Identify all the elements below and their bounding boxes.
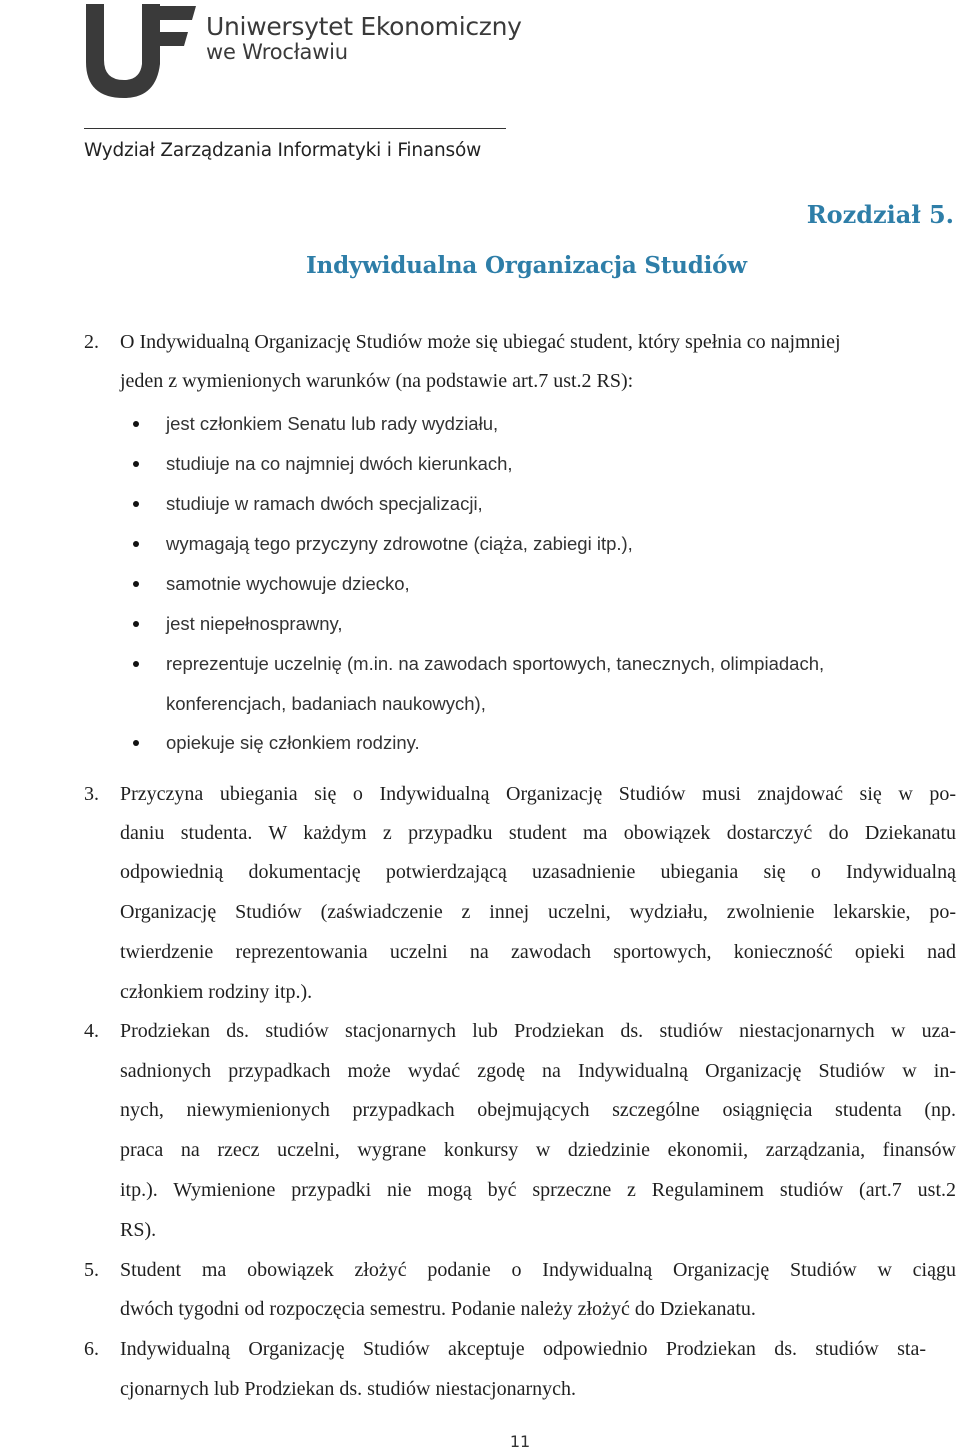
item-text-line: Student ma obowiązek złożyć podanie o Indywidualną Organizację Studiów w ciągu (120, 1259, 956, 1281)
list-item: wymagają tego przyczyny zdrowotne (ciąża, zabiegi itp.), (166, 533, 633, 554)
item-text-line: członkiem rodziny itp.). (120, 981, 313, 1003)
university-name-line2: we Wrocławiu (206, 40, 348, 64)
bullet-icon (133, 461, 139, 467)
item-number: 4. (84, 1020, 99, 1042)
item-number: 5. (84, 1259, 99, 1281)
list-item: reprezentuje uczelnię (m.in. na zawodach sportowych, tanecznych, olimpiadach, (166, 653, 825, 674)
section-title: Indywidualna Organizacja Studiów (306, 252, 747, 279)
bullet-icon (133, 740, 139, 746)
item-text-line: Organizację Studiów (zaświadczenie z innej uczelni, wydziału, zwolnienie lekarskie, po- (120, 901, 956, 923)
ue-logo-icon (84, 2, 204, 98)
list-item-continuation: konferencjach, badaniach naukowych), (166, 693, 486, 714)
bullet-icon (133, 541, 139, 547)
list-item: studiuje na co najmniej dwóch kierunkach, (166, 453, 513, 474)
item-number: 6. (84, 1338, 99, 1360)
university-logo (84, 2, 524, 98)
item-text-line: praca na rzecz uczelni, wygrane konkursy w dziedzinie ekonomii, zarządzania, finansów (120, 1139, 956, 1161)
faculty-name: Wydział Zarządzania Informatyki i Finansów (84, 140, 482, 161)
item-text-line: itp.). Wymienione przypadki nie mogą być sprzeczne z Regulaminem studiów (art.7 ust.2 (120, 1179, 956, 1201)
item-text-line: nych, niewymienionych przypadkach obejmujących szczególne osiągnięcia studenta (np. (120, 1099, 956, 1121)
item-number: 2. (84, 331, 99, 353)
item-text-line: RS). (120, 1219, 157, 1241)
list-item: jest członkiem Senatu lub rady wydziału, (166, 413, 499, 434)
page-number: 11 (509, 1432, 531, 1451)
bullet-icon (133, 581, 139, 587)
list-item: jest niepełnosprawny, (166, 613, 343, 634)
item-text-line: odpowiednią dokumentację potwierdzającą uzasadnienie ubiegania się o Indywidualną (120, 861, 956, 883)
bullet-icon (133, 501, 139, 507)
item-text-line: jeden z wymienionych warunków (na podstawie art.7 ust.2 RS): (120, 370, 634, 392)
item-text-line: daniu studenta. W każdym z przypadku student ma obowiązek dostarczyć do Dziekanatu (120, 822, 956, 844)
header-divider (84, 128, 506, 129)
list-item: samotnie wychowuje dziecko, (166, 573, 410, 594)
university-name-line1: Uniwersytet Ekonomiczny (206, 12, 522, 41)
item-text-line: twierdzenie reprezentowania uczelni na zawodach sportowych, konieczność opieki nad (120, 941, 956, 963)
item-text-line: Przyczyna ubiegania się o Indywidualną Organizację Studiów musi znajdować się w po- (120, 783, 956, 805)
item-text-line: sadnionych przypadkach może wydać zgodę na Indywidualną Organizację Studiów w in- (120, 1060, 956, 1082)
item-text-line: O Indywidualną Organizację Studiów może się ubiegać student, który spełnia co najmniej (120, 331, 841, 353)
list-item: studiuje w ramach dwóch specjalizacji, (166, 493, 483, 514)
item-number: 3. (84, 783, 99, 805)
item-text-line: Prodziekan ds. studiów stacjonarnych lub Prodziekan ds. studiów niestacjonarnych w uza- (120, 1020, 956, 1042)
item-text-line: dwóch tygodni od rozpoczęcia semestru. Podanie należy złożyć do Dziekanatu. (120, 1298, 756, 1320)
bullet-icon (133, 621, 139, 627)
university-name (206, 14, 522, 63)
item-text-line: Indywidualną Organizację Studiów akceptuje odpowiednio Prodziekan ds. studiów sta- (120, 1338, 926, 1360)
bullet-icon (133, 661, 139, 667)
list-item: opiekuje się członkiem rodziny. (166, 732, 420, 753)
chapter-label: Rozdział 5. (806, 200, 954, 229)
item-text-line: cjonarnych lub Prodziekan ds. studiów niestacjonarnych. (120, 1378, 576, 1400)
bullet-icon (133, 421, 139, 427)
